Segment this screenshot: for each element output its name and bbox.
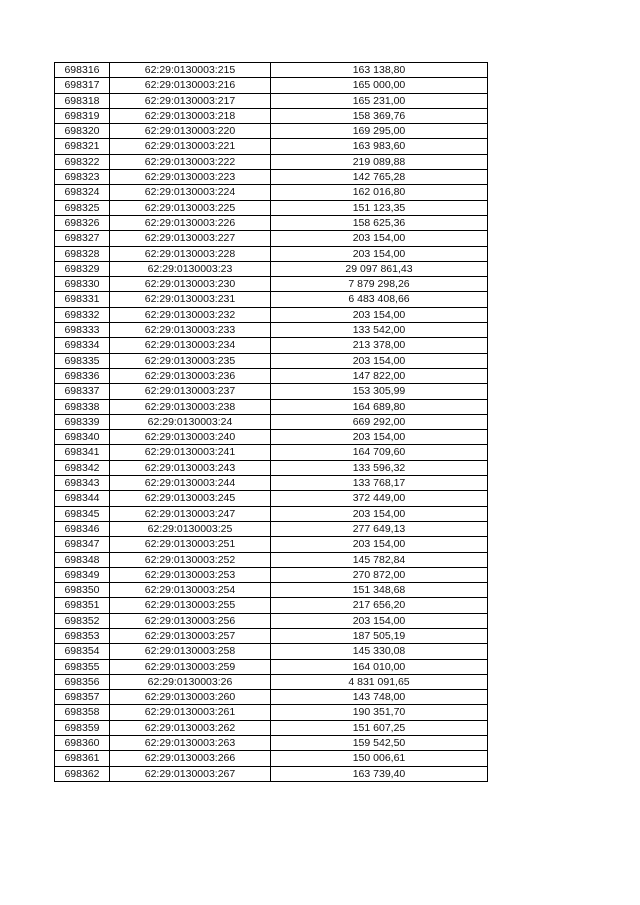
cadastral-number-cell: 62:29:0130003:233 bbox=[110, 323, 271, 338]
row-number-cell: 698320 bbox=[55, 124, 110, 139]
cadastral-value-cell: 151 607,25 bbox=[271, 720, 488, 735]
cadastral-value-cell: 277 649,13 bbox=[271, 521, 488, 536]
row-number-cell: 698336 bbox=[55, 368, 110, 383]
cadastral-number-cell: 62:29:0130003:243 bbox=[110, 460, 271, 475]
row-number-cell: 698355 bbox=[55, 659, 110, 674]
table-row bbox=[55, 552, 488, 567]
row-number-cell: 698356 bbox=[55, 674, 110, 689]
table-row bbox=[55, 399, 488, 414]
cadastral-number-cell: 62:29:0130003:244 bbox=[110, 476, 271, 491]
cadastral-number-cell: 62:29:0130003:253 bbox=[110, 567, 271, 582]
row-number-cell: 698328 bbox=[55, 246, 110, 261]
row-number-cell: 698318 bbox=[55, 93, 110, 108]
table-row bbox=[55, 766, 488, 781]
table-row bbox=[55, 537, 488, 552]
cadastral-number-cell: 62:29:0130003:247 bbox=[110, 506, 271, 521]
cadastral-value-cell: 133 768,17 bbox=[271, 476, 488, 491]
row-number-cell: 698351 bbox=[55, 598, 110, 613]
cadastral-value-cell: 669 292,00 bbox=[271, 414, 488, 429]
table-row bbox=[55, 720, 488, 735]
cadastral-number-cell: 62:29:0130003:254 bbox=[110, 583, 271, 598]
cadastral-value-cell: 133 596,32 bbox=[271, 460, 488, 475]
table-row bbox=[55, 63, 488, 78]
cadastral-value-cell: 145 782,84 bbox=[271, 552, 488, 567]
row-number-cell: 698341 bbox=[55, 445, 110, 460]
table-row bbox=[55, 292, 488, 307]
row-number-cell: 698358 bbox=[55, 705, 110, 720]
table-row bbox=[55, 261, 488, 276]
cadastral-value-cell: 163 138,80 bbox=[271, 63, 488, 78]
row-number-cell: 698325 bbox=[55, 200, 110, 215]
cadastral-number-cell: 62:29:0130003:235 bbox=[110, 353, 271, 368]
cadastral-value-cell: 145 330,08 bbox=[271, 644, 488, 659]
cadastral-value-table bbox=[54, 62, 488, 782]
cadastral-value-cell: 159 542,50 bbox=[271, 736, 488, 751]
row-number-cell: 698332 bbox=[55, 307, 110, 322]
row-number-cell: 698323 bbox=[55, 170, 110, 185]
cadastral-value-cell: 29 097 861,43 bbox=[271, 261, 488, 276]
cadastral-number-cell: 62:29:0130003:232 bbox=[110, 307, 271, 322]
row-number-cell: 698344 bbox=[55, 491, 110, 506]
row-number-cell: 698348 bbox=[55, 552, 110, 567]
table-row bbox=[55, 246, 488, 261]
row-number-cell: 698329 bbox=[55, 261, 110, 276]
table-row bbox=[55, 705, 488, 720]
row-number-cell: 698319 bbox=[55, 108, 110, 123]
row-number-cell: 698360 bbox=[55, 736, 110, 751]
table-row bbox=[55, 659, 488, 674]
row-number-cell: 698357 bbox=[55, 690, 110, 705]
cadastral-number-cell: 62:29:0130003:266 bbox=[110, 751, 271, 766]
table-row bbox=[55, 445, 488, 460]
cadastral-value-cell: 133 542,00 bbox=[271, 323, 488, 338]
cadastral-number-cell: 62:29:0130003:230 bbox=[110, 277, 271, 292]
table-row bbox=[55, 674, 488, 689]
cadastral-value-cell: 158 625,36 bbox=[271, 215, 488, 230]
table-row bbox=[55, 231, 488, 246]
cadastral-number-cell: 62:29:0130003:225 bbox=[110, 200, 271, 215]
row-number-cell: 698347 bbox=[55, 537, 110, 552]
cadastral-value-cell: 151 348,68 bbox=[271, 583, 488, 598]
cadastral-number-cell: 62:29:0130003:216 bbox=[110, 78, 271, 93]
table-row bbox=[55, 139, 488, 154]
row-number-cell: 698346 bbox=[55, 521, 110, 536]
cadastral-number-cell: 62:29:0130003:221 bbox=[110, 139, 271, 154]
row-number-cell: 698345 bbox=[55, 506, 110, 521]
row-number-cell: 698359 bbox=[55, 720, 110, 735]
cadastral-number-cell: 62:29:0130003:223 bbox=[110, 170, 271, 185]
table-row bbox=[55, 108, 488, 123]
cadastral-number-cell: 62:29:0130003:215 bbox=[110, 63, 271, 78]
cadastral-number-cell: 62:29:0130003:23 bbox=[110, 261, 271, 276]
row-number-cell: 698333 bbox=[55, 323, 110, 338]
cadastral-value-cell: 163 983,60 bbox=[271, 139, 488, 154]
cadastral-value-cell: 164 709,60 bbox=[271, 445, 488, 460]
cadastral-number-cell: 62:29:0130003:238 bbox=[110, 399, 271, 414]
cadastral-value-cell: 372 449,00 bbox=[271, 491, 488, 506]
cadastral-value-cell: 203 154,00 bbox=[271, 537, 488, 552]
cadastral-value-cell: 165 231,00 bbox=[271, 93, 488, 108]
cadastral-number-cell: 62:29:0130003:220 bbox=[110, 124, 271, 139]
cadastral-value-cell: 153 305,99 bbox=[271, 384, 488, 399]
row-number-cell: 698316 bbox=[55, 63, 110, 78]
cadastral-number-cell: 62:29:0130003:231 bbox=[110, 292, 271, 307]
cadastral-value-cell: 219 089,88 bbox=[271, 154, 488, 169]
cadastral-value-cell: 203 154,00 bbox=[271, 307, 488, 322]
cadastral-number-cell: 62:29:0130003:236 bbox=[110, 368, 271, 383]
cadastral-number-cell: 62:29:0130003:222 bbox=[110, 154, 271, 169]
table-row bbox=[55, 583, 488, 598]
table-row bbox=[55, 215, 488, 230]
cadastral-value-cell: 203 154,00 bbox=[271, 353, 488, 368]
table-row bbox=[55, 307, 488, 322]
cadastral-number-cell: 62:29:0130003:237 bbox=[110, 384, 271, 399]
table-row bbox=[55, 567, 488, 582]
cadastral-value-cell: 6 483 408,66 bbox=[271, 292, 488, 307]
cadastral-value-cell: 190 351,70 bbox=[271, 705, 488, 720]
table-row bbox=[55, 78, 488, 93]
cadastral-number-cell: 62:29:0130003:25 bbox=[110, 521, 271, 536]
table-row bbox=[55, 751, 488, 766]
cadastral-number-cell: 62:29:0130003:258 bbox=[110, 644, 271, 659]
row-number-cell: 698338 bbox=[55, 399, 110, 414]
cadastral-value-cell: 150 006,61 bbox=[271, 751, 488, 766]
row-number-cell: 698339 bbox=[55, 414, 110, 429]
table-row bbox=[55, 384, 488, 399]
row-number-cell: 698350 bbox=[55, 583, 110, 598]
cadastral-value-cell: 162 016,80 bbox=[271, 185, 488, 200]
cadastral-number-cell: 62:29:0130003:234 bbox=[110, 338, 271, 353]
cadastral-value-cell: 169 295,00 bbox=[271, 124, 488, 139]
cadastral-value-cell: 151 123,35 bbox=[271, 200, 488, 215]
table-row bbox=[55, 491, 488, 506]
row-number-cell: 698340 bbox=[55, 430, 110, 445]
table-row bbox=[55, 124, 488, 139]
row-number-cell: 698324 bbox=[55, 185, 110, 200]
table-row bbox=[55, 277, 488, 292]
table-row bbox=[55, 690, 488, 705]
cadastral-value-cell: 164 010,00 bbox=[271, 659, 488, 674]
table-row bbox=[55, 506, 488, 521]
cadastral-value-cell: 158 369,76 bbox=[271, 108, 488, 123]
cadastral-number-cell: 62:29:0130003:26 bbox=[110, 674, 271, 689]
cadastral-number-cell: 62:29:0130003:267 bbox=[110, 766, 271, 781]
cadastral-value-cell: 213 378,00 bbox=[271, 338, 488, 353]
cadastral-value-cell: 163 739,40 bbox=[271, 766, 488, 781]
table-row bbox=[55, 476, 488, 491]
table-body bbox=[55, 63, 488, 782]
row-number-cell: 698361 bbox=[55, 751, 110, 766]
row-number-cell: 698352 bbox=[55, 613, 110, 628]
table-row bbox=[55, 736, 488, 751]
table-row bbox=[55, 368, 488, 383]
cadastral-number-cell: 62:29:0130003:217 bbox=[110, 93, 271, 108]
row-number-cell: 698334 bbox=[55, 338, 110, 353]
table-row bbox=[55, 628, 488, 643]
row-number-cell: 698362 bbox=[55, 766, 110, 781]
cadastral-number-cell: 62:29:0130003:262 bbox=[110, 720, 271, 735]
row-number-cell: 698331 bbox=[55, 292, 110, 307]
table-row bbox=[55, 644, 488, 659]
cadastral-value-cell: 187 505,19 bbox=[271, 628, 488, 643]
cadastral-value-cell: 147 822,00 bbox=[271, 368, 488, 383]
cadastral-number-cell: 62:29:0130003:228 bbox=[110, 246, 271, 261]
cadastral-number-cell: 62:29:0130003:218 bbox=[110, 108, 271, 123]
row-number-cell: 698343 bbox=[55, 476, 110, 491]
cadastral-number-cell: 62:29:0130003:260 bbox=[110, 690, 271, 705]
row-number-cell: 698326 bbox=[55, 215, 110, 230]
cadastral-value-cell: 143 748,00 bbox=[271, 690, 488, 705]
cadastral-number-cell: 62:29:0130003:245 bbox=[110, 491, 271, 506]
table-row bbox=[55, 185, 488, 200]
table-row bbox=[55, 170, 488, 185]
cadastral-number-cell: 62:29:0130003:257 bbox=[110, 628, 271, 643]
table-row bbox=[55, 200, 488, 215]
table-row bbox=[55, 598, 488, 613]
cadastral-value-cell: 203 154,00 bbox=[271, 430, 488, 445]
cadastral-number-cell: 62:29:0130003:255 bbox=[110, 598, 271, 613]
cadastral-value-cell: 270 872,00 bbox=[271, 567, 488, 582]
cadastral-number-cell: 62:29:0130003:224 bbox=[110, 185, 271, 200]
row-number-cell: 698342 bbox=[55, 460, 110, 475]
cadastral-value-cell: 165 000,00 bbox=[271, 78, 488, 93]
cadastral-number-cell: 62:29:0130003:256 bbox=[110, 613, 271, 628]
row-number-cell: 698353 bbox=[55, 628, 110, 643]
cadastral-number-cell: 62:29:0130003:259 bbox=[110, 659, 271, 674]
cadastral-number-cell: 62:29:0130003:251 bbox=[110, 537, 271, 552]
cadastral-number-cell: 62:29:0130003:226 bbox=[110, 215, 271, 230]
table-row bbox=[55, 613, 488, 628]
cadastral-number-cell: 62:29:0130003:241 bbox=[110, 445, 271, 460]
cadastral-value-cell: 142 765,28 bbox=[271, 170, 488, 185]
table-row bbox=[55, 154, 488, 169]
row-number-cell: 698317 bbox=[55, 78, 110, 93]
row-number-cell: 698322 bbox=[55, 154, 110, 169]
row-number-cell: 698337 bbox=[55, 384, 110, 399]
row-number-cell: 698354 bbox=[55, 644, 110, 659]
cadastral-number-cell: 62:29:0130003:240 bbox=[110, 430, 271, 445]
cadastral-value-cell: 203 154,00 bbox=[271, 613, 488, 628]
row-number-cell: 698327 bbox=[55, 231, 110, 246]
table-row bbox=[55, 93, 488, 108]
table-row bbox=[55, 338, 488, 353]
cadastral-number-cell: 62:29:0130003:24 bbox=[110, 414, 271, 429]
table-row bbox=[55, 430, 488, 445]
table-row bbox=[55, 414, 488, 429]
cadastral-value-cell: 203 154,00 bbox=[271, 506, 488, 521]
cadastral-number-cell: 62:29:0130003:261 bbox=[110, 705, 271, 720]
cadastral-value-cell: 203 154,00 bbox=[271, 231, 488, 246]
table-row bbox=[55, 521, 488, 536]
table-row bbox=[55, 353, 488, 368]
cadastral-value-cell: 164 689,80 bbox=[271, 399, 488, 414]
table-row bbox=[55, 323, 488, 338]
cadastral-number-cell: 62:29:0130003:263 bbox=[110, 736, 271, 751]
row-number-cell: 698330 bbox=[55, 277, 110, 292]
row-number-cell: 698349 bbox=[55, 567, 110, 582]
cadastral-number-cell: 62:29:0130003:227 bbox=[110, 231, 271, 246]
row-number-cell: 698335 bbox=[55, 353, 110, 368]
cadastral-value-cell: 217 656,20 bbox=[271, 598, 488, 613]
cadastral-value-cell: 203 154,00 bbox=[271, 246, 488, 261]
table-row bbox=[55, 460, 488, 475]
cadastral-number-cell: 62:29:0130003:252 bbox=[110, 552, 271, 567]
cadastral-value-cell: 7 879 298,26 bbox=[271, 277, 488, 292]
cadastral-value-cell: 4 831 091,65 bbox=[271, 674, 488, 689]
row-number-cell: 698321 bbox=[55, 139, 110, 154]
